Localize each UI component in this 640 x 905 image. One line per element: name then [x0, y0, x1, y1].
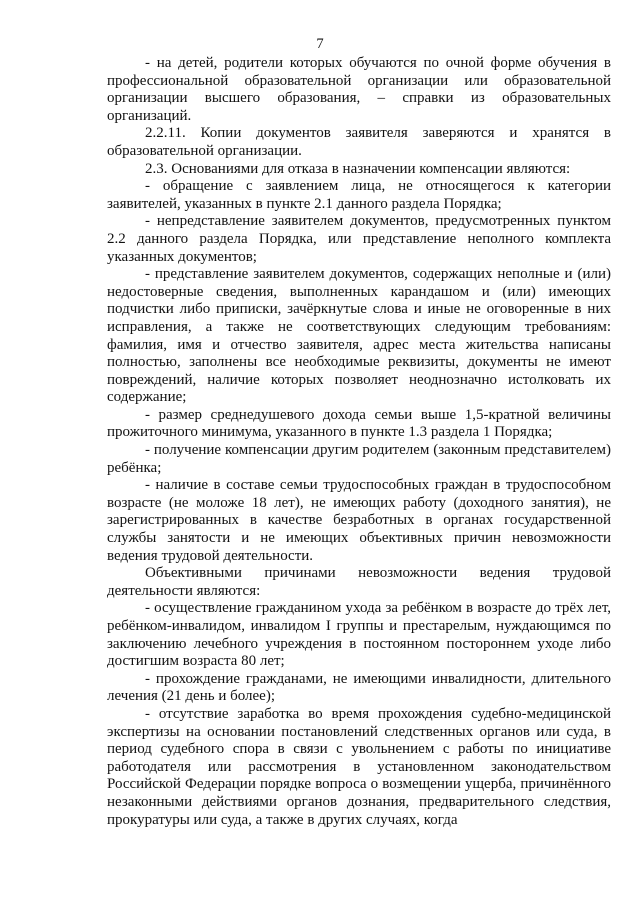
- paragraph-objective-reasons-heading: Объективными причинами невозможности ведения трудовой деятельности являются:: [107, 565, 611, 599]
- paragraph-refusal-unemployed: - наличие в составе семьи трудоспособных граждан в трудоспособном возрасте (не моложе 18 лет), не имеющих работу (доходного занятия), не зарегистрированных в качестве безработных в органах государственной службы занятости и не имеющих объективных причин невозможности ведения трудовой деятельности.: [107, 477, 611, 564]
- page-number: 7: [316, 36, 324, 52]
- document-body: [107, 55, 611, 829]
- paragraph-reason-treatment: - прохождение гражданами, не имеющими инвалидности, длительного лечения (21 день и более);: [107, 670, 611, 705]
- paragraph-refusal-invalid-documents: - представление заявителем документов, содержащих неполные и (или) недостоверные сведения, выполненных карандашом и (или) имеющих подчистки либо приписки, зачёркнутые слова и иные не оговоренные в них исправления, а также не соответствующих следующим требованиям: фамилия, имя и отчество заявителя, адрес места жительства написаны полностью, заполнены все необходимые реквизиты, документы не имеют повреждений, наличие которых позволяет неоднозначно истолковать их содержание;: [107, 266, 611, 406]
- paragraph-2-3-heading: 2.3. Основаниями для отказа в назначении компенсации являются:: [145, 160, 571, 177]
- paragraph-children-of-students: - на детей, родители которых обучаются по очной форме обучения в профессиональной образовательной организации или образовательной организации высшего образования, – справки из образовательных организаций.: [107, 55, 611, 124]
- paragraph-reason-no-earnings: - отсутствие заработка во время прохождения судебно-медицинской экспертизы на основании постановлений следственных органов или суда, в период судебного спора в связи с увольнением с работы по инициативе работодателя или рассмотрения в установленном законодательством Российской Федерации порядке вопроса о возмещении ущерба, причинённого незаконными действиями органов дознания, предварительного следствия, прокуратуры или суда, а также в других случаях, когда: [107, 705, 611, 828]
- paragraph-refusal-other-parent: - получение компенсации другим родителем (законным представителем) ребёнка;: [107, 442, 611, 476]
- paragraph-refusal-missing-documents: - непредставление заявителем документов, предусмотренных пунктом 2.2 данного раздела Порядка, или представление неполного комплекта указанных документов;: [107, 213, 611, 265]
- paragraph-refusal-not-eligible: - обращение с заявлением лица, не относящегося к категории заявителей, указанных в пункте 2.1 данного раздела Порядка;: [107, 178, 611, 212]
- paragraph-reason-care: - осуществление гражданином ухода за ребёнком в возрасте до трёх лет, ребёнком-инвалидом, инвалидом I группы и престарелым, нуждающимся по заключению лечебного учреждения в постоянном постороннем уходе либо достигшим возраста 80 лет;: [107, 600, 611, 670]
- paragraph-refusal-income: - размер среднедушевого дохода семьи выше 1,5-кратной величины прожиточного минимума, указанного в пункте 1.3 раздела 1 Порядка;: [107, 406, 611, 441]
- paragraph-2-2-11: 2.2.11. Копии документов заявителя заверяются и хранятся в образовательной организации.: [107, 125, 611, 159]
